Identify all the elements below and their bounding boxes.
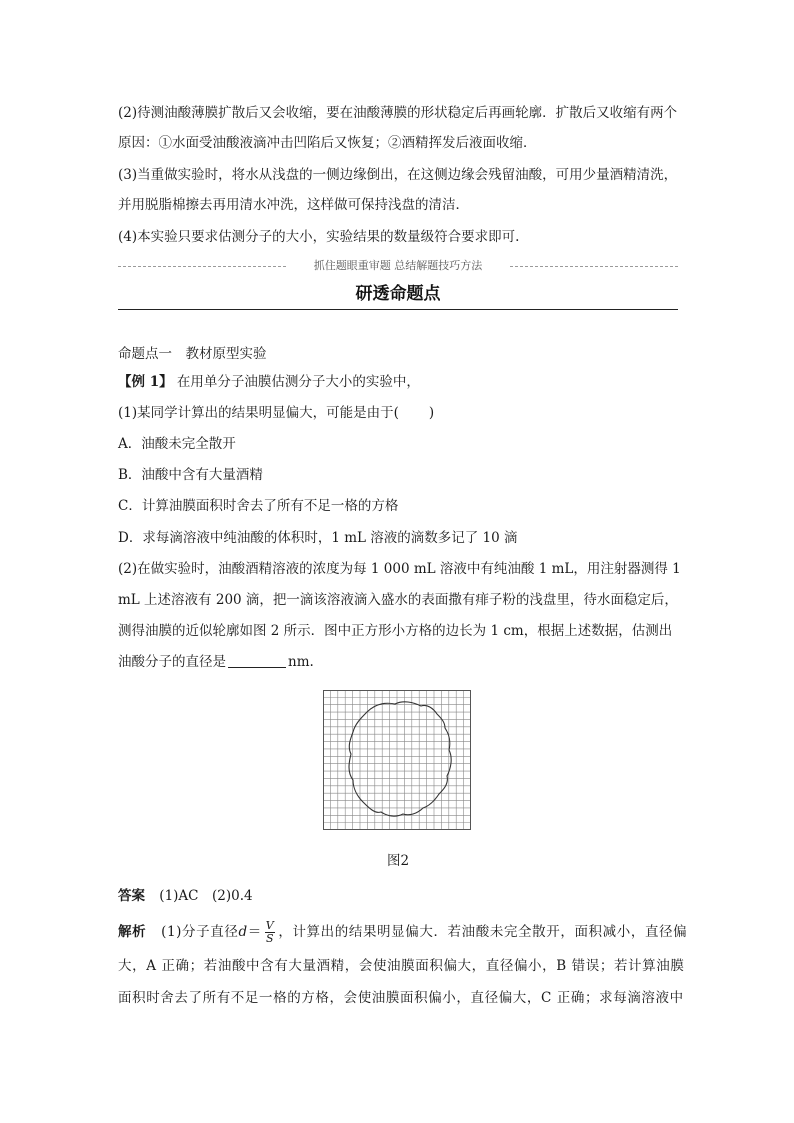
unit-nm: nm. (288, 654, 314, 670)
solution-line-3: 面积时舍去了所有不足一格的方格，会使油膜面积偏小，直径偏大，C 正确；求每滴溶液中 (118, 990, 684, 1006)
example-tag: 【例 1】 (118, 374, 173, 390)
oil-film-outline (349, 702, 451, 816)
banner-text: 抓住题眼重审题 总结解题技巧方法 (313, 259, 483, 272)
section-title: 研透命题点 (355, 284, 441, 304)
option-b: B．油酸中含有大量酒精 (118, 467, 263, 483)
question-2-line-1: (2)在做实验时，油酸酒精溶液的浓度为每 1 000 mL 溶液中有纯油酸 1 mL，用注射器测得 1 (118, 561, 681, 577)
formula-fraction (265, 920, 276, 945)
answer-text: (1)AC (2)0.4 (159, 888, 253, 904)
topic-heading: 命题点一 教材原型实验 (118, 346, 267, 362)
solution-label: 解析 (118, 924, 147, 940)
question-2-line-4 (118, 652, 314, 672)
question-2-line-3: 测得油膜的近似轮廓如图 2 所示．图中正方形小方格的边长为 1 cm，根据上述数据，估测出 (118, 623, 673, 639)
formula-var-d: d (238, 924, 248, 940)
example-stem-text: 在用单分子油膜估测分子大小的实验中， (176, 374, 420, 390)
solution-line-1 (118, 919, 688, 945)
fraction-numerator: V (265, 919, 275, 932)
figure-caption: 图2 (386, 853, 410, 869)
option-d: D．求每滴溶液中纯油酸的体积时，1 mL 溶液的滴数多记了 10 滴 (118, 530, 518, 546)
question-1-close-paren: ) (428, 405, 435, 421)
answer-label: 答案 (118, 888, 145, 904)
solution-line-2: 大，A 正确；若油酸中含有大量酒精，会使油膜面积偏大，直径偏小，B 错误；若计算油膜 (118, 958, 685, 974)
section-rule (118, 309, 678, 310)
fraction-denominator: S (266, 932, 275, 945)
example-stem (118, 372, 420, 392)
banner-dashed-line-right (510, 266, 678, 267)
note-paragraph-3: (3)当重做实验时，将水从浅盘的一侧边缘倒出，在这侧边缘会残留油酸，可用少量酒精清洗，并用脱脂棉擦去再用清水冲洗，这样做可保持浅盘的清洁． (118, 167, 678, 213)
solution-line-1-text-b: ，计算出的结果明显偏大．若油酸未完全散开，面积减小，直径偏 (278, 924, 688, 940)
note-paragraph-4: (4)本实验只要求估测分子的大小，实验结果的数量级符合要求即可. (118, 229, 520, 245)
option-c: C．计算油膜面积时舍去了所有不足一格的方格 (118, 498, 399, 514)
question-2-line-2: mL 上述溶液有 200 滴，把一滴该溶液滴入盛水的表面撒有痱子粉的浅盘里，待水面稳定后， (118, 592, 678, 608)
fill-in-blank (228, 653, 286, 668)
option-a: A．油酸未完全散开 (118, 436, 236, 452)
section-banner (118, 258, 678, 274)
grid-lines (323, 690, 471, 830)
question-1 (118, 403, 434, 423)
note-paragraph-2: (2)待测油酸薄膜扩散后又会收缩，要在油酸薄膜的形状稳定后再画轮廓．扩散后又收缩有两个原因：①水面受油酸液滴冲击凹陷后又恢复；②酒精挥发后液面收缩． (118, 105, 678, 151)
question-1-text: (1)某同学计算出的结果明显偏大，可能是由于( (118, 405, 399, 421)
answer-line (118, 886, 253, 906)
oil-film-grid-figure (323, 690, 471, 830)
question-2-line-4-text: 油酸分子的直径是 (118, 654, 226, 670)
formula-equals: ＝ (247, 924, 262, 940)
solution-line-1-text-a: (1)分子直径 (161, 924, 239, 940)
